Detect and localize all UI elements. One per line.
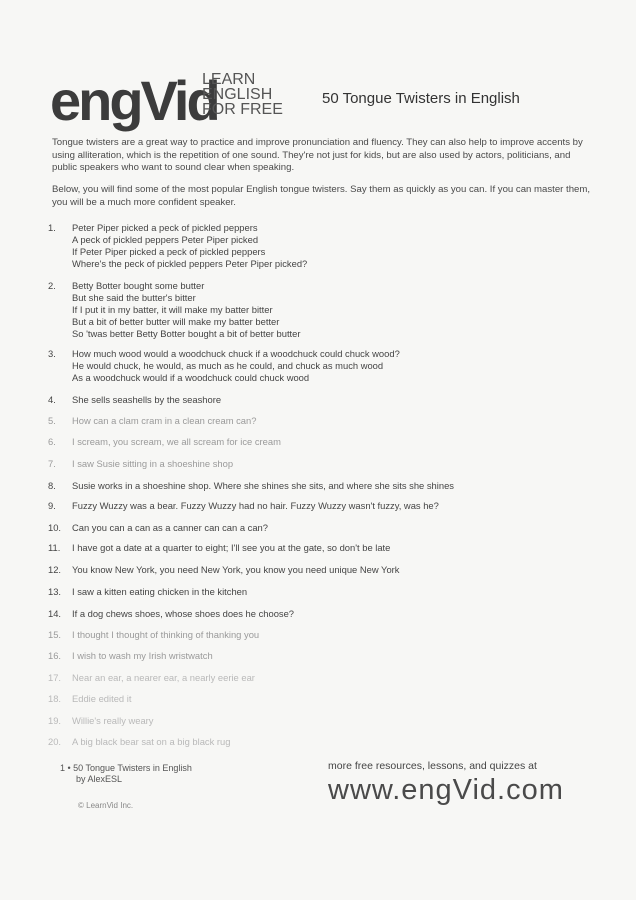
list-item-number: 14.	[48, 608, 62, 619]
list-item-number: 6.	[48, 436, 56, 447]
twister-line: You know New York, you need New York, you know you need unique New York	[72, 564, 400, 575]
logo-tagline-line: LEARN	[202, 71, 256, 88]
list-item-text	[72, 280, 300, 340]
list-item-text	[72, 458, 233, 470]
twister-line: I saw a kitten eating chicken in the kitchen	[72, 586, 248, 597]
list-item-number: 7.	[48, 458, 56, 469]
twister-line: But a bit of better butter will make my batter better	[72, 316, 280, 327]
list-item-text	[72, 586, 247, 598]
list-item-number: 19.	[48, 715, 62, 726]
list-item-text	[72, 715, 154, 727]
twister-line: I have got a date at a quarter to eight; I'll see you at the gate, so don't be late	[72, 542, 391, 553]
footer-author: by AlexESL	[76, 774, 123, 784]
footer-url: www.engVid.com	[328, 774, 564, 806]
twister-line: I saw Susie sitting in a shoeshine shop	[72, 458, 234, 469]
twister-line: I wish to wash my Irish wristwatch	[72, 650, 213, 661]
twister-line: So 'twas better Betty Botter bought a bit of better butter	[72, 328, 301, 339]
list-item-number: 10.	[48, 522, 62, 533]
logo-tagline-line: FOR FREE	[202, 101, 283, 118]
list-item-number: 16.	[48, 650, 62, 661]
twister-line: Susie works in a shoeshine shop. Where she shines she sits, and where she sits she shines	[72, 480, 454, 491]
twister-line: He would chuck, he would, as much as he could, and chuck as much wood	[72, 360, 384, 371]
twister-line: If a dog chews shoes, whose shoes does he choose?	[72, 608, 295, 619]
list-item-text	[72, 736, 230, 748]
twister-line: How can a clam cram in a clean cream can?	[72, 415, 257, 426]
twister-line: Betty Botter bought some butter	[72, 280, 205, 291]
list-item-number: 15.	[48, 629, 62, 640]
twister-line: Where's the peck of pickled peppers Peter Piper picked?	[72, 258, 308, 269]
twister-line: But she said the butter's bitter	[72, 292, 196, 303]
list-item-number: 1.	[48, 222, 56, 233]
list-item-text	[72, 672, 255, 684]
list-item-text	[72, 222, 307, 270]
list-item-number: 20.	[48, 736, 62, 747]
twister-line: She sells seashells by the seashore	[72, 394, 222, 405]
list-item-number: 11.	[48, 542, 61, 553]
list-item-text	[72, 693, 131, 705]
list-item-text	[72, 436, 281, 448]
twister-line: If Peter Piper picked a peck of pickled peppers	[72, 246, 266, 257]
list-item-number: 2.	[48, 280, 56, 291]
list-item-text	[72, 522, 268, 534]
twister-line: I scream, you scream, we all scream for ice cream	[72, 436, 281, 447]
intro-paragraph: Tongue twisters are a great way to practice and improve pronunciation and fluency. They can also help to improve accents by using alliteration, which is the repetition of one sound. They're not just for kids, but are also used by actors, politicians, and public speakers who want to sound clear when speaking.	[52, 137, 583, 173]
list-item-number: 8.	[48, 480, 56, 491]
footer-doc-title: 1 • 50 Tongue Twisters in English	[60, 763, 192, 773]
intro-paragraph: Below, you will find some of the most popular English tongue twisters. Say them as quickly as you can. If you can master them, you will be a much more confident speaker.	[52, 184, 591, 208]
list-item-text	[72, 500, 439, 512]
list-item-text	[72, 415, 256, 427]
twister-line: A peck of pickled peppers Peter Piper picked	[72, 234, 259, 245]
twister-line: Eddie edited it	[72, 693, 132, 704]
footer-more-text: more free resources, lessons, and quizzes at	[328, 760, 537, 772]
list-item-text	[72, 542, 390, 554]
list-item-number: 17.	[48, 672, 62, 683]
list-item-text	[72, 480, 454, 492]
twister-line: I thought I thought of thinking of thanking you	[72, 629, 260, 640]
list-item-number: 3.	[48, 348, 56, 359]
logo-tagline	[202, 72, 283, 117]
list-item-number: 9.	[48, 500, 56, 511]
footer-promo	[328, 760, 564, 807]
twister-line: Fuzzy Wuzzy was a bear. Fuzzy Wuzzy had no hair. Fuzzy Wuzzy wasn't fuzzy, was he?	[72, 500, 439, 511]
list-item-text	[72, 564, 399, 576]
twister-line: If I put it in my batter, it will make my batter bitter	[72, 304, 273, 315]
list-item-number: 12.	[48, 564, 62, 575]
list-item-number: 5.	[48, 415, 56, 426]
twister-line: Willie's really weary	[72, 715, 154, 726]
logo-tagline-line: ENGLISH	[202, 86, 273, 103]
page-title: 50 Tongue Twisters in English	[322, 90, 520, 107]
document-footer-info	[60, 763, 192, 785]
twister-line: How much wood would a woodchuck chuck if a woodchuck could chuck wood?	[72, 348, 400, 359]
twister-line: Near an ear, a nearer ear, a nearly eerie ear	[72, 672, 255, 683]
list-item-number: 18.	[48, 693, 62, 704]
twister-line: Peter Piper picked a peck of pickled peppers	[72, 222, 258, 233]
list-item-text	[72, 394, 221, 406]
list-item-text	[72, 348, 400, 384]
logo-wordmark: engVid	[50, 69, 218, 132]
list-item-number: 13.	[48, 586, 62, 597]
list-item-text	[72, 608, 294, 620]
list-item-text	[72, 629, 259, 641]
twister-line: Can you can a can as a canner can can a can?	[72, 522, 268, 533]
list-item-text	[72, 650, 213, 662]
twister-line: As a woodchuck would if a woodchuck could chuck wood	[72, 372, 310, 383]
list-item-number: 4.	[48, 394, 56, 405]
footer-copyright: © LearnVid Inc.	[78, 801, 134, 810]
twister-line: A big black bear sat on a big black rug	[72, 736, 231, 747]
